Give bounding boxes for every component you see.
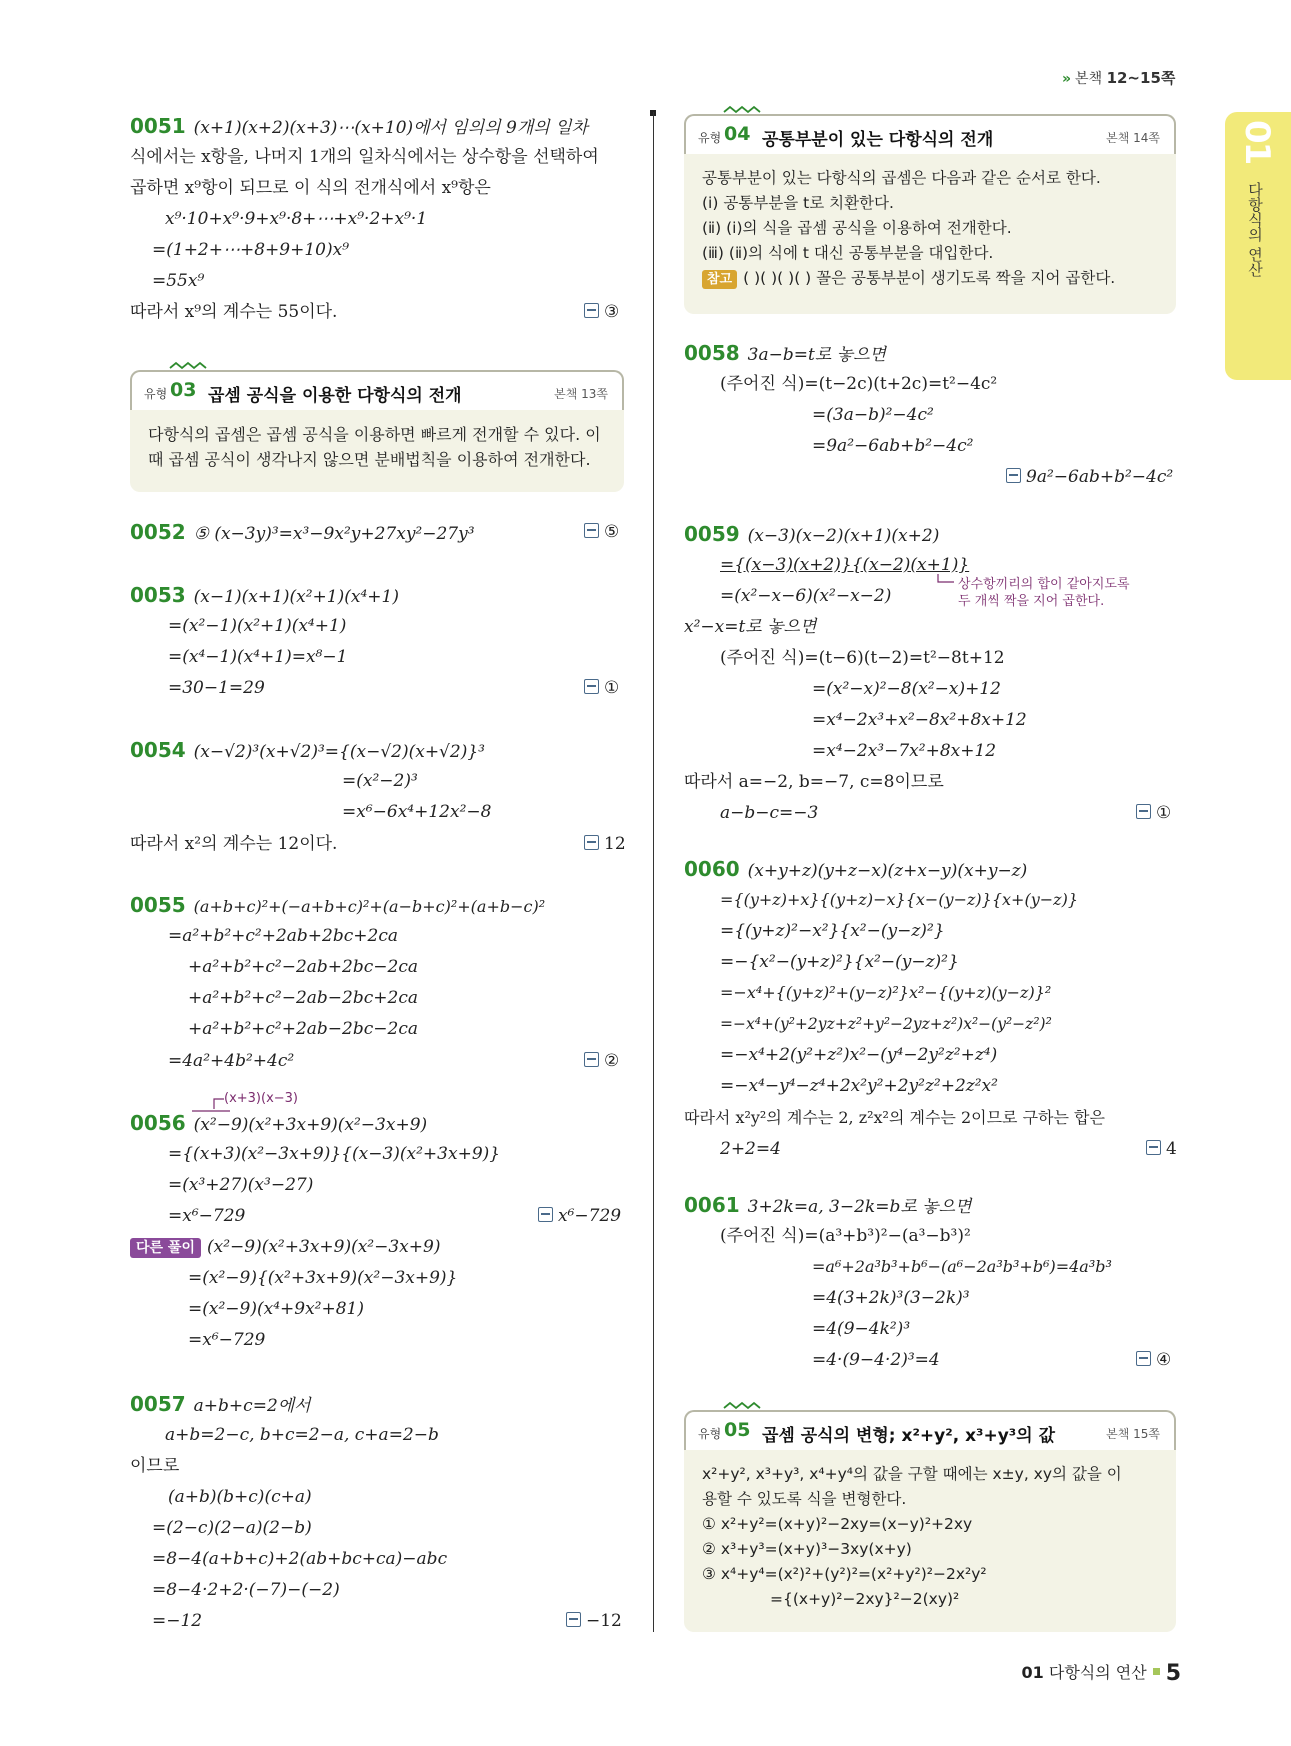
square-bullet-icon [1153, 1668, 1160, 1675]
solution-line: ={(x+3)(x²−3x+9)}{(x−3)(x²+3x+9)} [168, 1144, 501, 1164]
solution-line: ={(y+z)²−x²}{x²−(y−z)²} [720, 921, 945, 941]
solution-line: 식에서는 x항을, 나머지 1개의 일차식에서는 상수항을 선택하여 [130, 147, 599, 167]
solution-line: =−x⁴+(y²+2yz+z²+y²−2yz+z²)x²−(y²−z²)² [720, 1015, 1052, 1033]
solution-line: =x⁶−729 [168, 1206, 246, 1226]
solution-line: =4(3+2k)³(3−2k)³ [812, 1288, 970, 1308]
type-03-title: 곱셈 공식을 이용한 다항식의 전개 [208, 386, 462, 406]
solution-line: =(3a−b)²−4c² [812, 405, 934, 425]
answer-0061: ④ [1136, 1350, 1171, 1370]
answer-box-icon [1006, 468, 1021, 483]
answer-box-icon [584, 523, 599, 538]
solution-line: x⁹·10+x⁹·9+x⁹·8+⋯+x⁹·2+x⁹·1 [165, 209, 428, 229]
problem-0051: 0051 (x+1)(x+2)(x+3)⋯(x+10)에서 임의의 9개의 일차 [130, 114, 588, 138]
solution-line: 따라서 a=−2, b=−7, c=8이므로 [684, 772, 944, 792]
solution-line: +a²+b²+c²+2ab−2bc−2ca [188, 1019, 418, 1039]
solution-line: 이므로 [130, 1456, 180, 1476]
answer-0055: ② [584, 1051, 619, 1071]
solution-line: 따라서 x²y²의 계수는 2, z²x²의 계수는 2이므로 구하는 합은 [684, 1108, 1105, 1127]
solution-line: +a²+b²+c²−2ab−2bc+2ca [188, 988, 418, 1008]
column-divider [653, 112, 654, 1632]
answer-0051: ③ [584, 302, 619, 322]
type-04-body: 공통부분이 있는 다항식의 곱셈은 다음과 같은 순서로 한다. (ⅰ) 공통부분을 t로 치환한다. (ⅱ) (ⅰ)의 식을 곱셈 공식을 이용하여 전개한다. (ⅲ) (ⅱ)의 식에 t 대신 공통부분을 대입한다. 참고 ( )( )( )( ) 꼴은 공통부분이 생기도록 짝을 지어 곱한다. [684, 154, 1176, 314]
answer-box-icon [566, 1612, 581, 1627]
answer-box-icon [1136, 1351, 1151, 1366]
solution-line: =(x²−2)³ [342, 771, 418, 791]
solution-line: =x⁶−6x⁴+12x²−8 [342, 802, 492, 822]
solution-line: =(x²−x−6)(x²−x−2) [720, 586, 892, 606]
problem-0053: 0053 (x−1)(x+1)(x²+1)(x⁴+1) [130, 583, 399, 607]
solution-line: =4(9−4k²)³ [812, 1319, 911, 1339]
solution-line: =(1+2+⋯+8+9+10)x⁹ [152, 240, 350, 260]
solution-line: =−{x²−(y+z)²}{x²−(y−z)²} [720, 952, 959, 972]
solution-line: (a+b)(b+c)(c+a) [168, 1487, 312, 1507]
solution-line: =(x²−x)²−8(x²−x)+12 [812, 679, 1001, 699]
answer-0058: 9a²−6ab+b²−4c² [1006, 467, 1173, 487]
solution-line: =−x⁴+2(y²+z²)x²−(y⁴−2y²z²+z⁴) [720, 1045, 998, 1065]
solution-line: (주어진 식)=(t−2c)(t+2c)=t²−4c² [720, 374, 998, 394]
alt-solution: 다른 풀이 (x²−9)(x²+3x+9)(x²−3x+9) [130, 1235, 440, 1259]
solution-line: =(x²−1)(x²+1)(x⁴+1) [168, 616, 347, 636]
problem-0058: 0058 3a−b=t로 놓으면 [684, 341, 886, 365]
solution-line: =x⁴−2x³+x²−8x²+8x+12 [812, 710, 1027, 730]
solution-line: =−x⁴+{(y+z)²+(y−z)²}x²−{(y+z)(y−z)}² [720, 983, 1052, 1002]
solution-line: (주어진 식)=(t−6)(t−2)=t²−8t+12 [720, 648, 1005, 668]
annotation-bracket-icon [936, 572, 956, 588]
solution-line: =8−4(a+b+c)+2(ab+bc+ca)−abc [152, 1549, 448, 1569]
problem-0056: 0056 (x²−9)(x²+3x+9)(x²−3x+9) [130, 1111, 428, 1135]
double-chevron-icon: » [1062, 71, 1072, 87]
answer-box-icon [584, 303, 599, 318]
solution-line: (주어진 식)=(a³+b³)²−(a³−b³)² [720, 1226, 971, 1246]
answer-box-icon [584, 1052, 599, 1067]
solution-line: =(x²−9){(x²+3x+9)(x²−3x+9)} [188, 1268, 458, 1288]
solution-line: +a²+b²+c²−2ab+2bc−2ca [188, 957, 418, 977]
answer-0059: ① [1136, 803, 1171, 823]
problem-0055: 0055 (a+b+c)²+(−a+b+c)²+(a−b+c)²+(a+b−c)² [130, 893, 546, 917]
solution-line: a+b=2−c, b+c=2−a, c+a=2−b [165, 1425, 439, 1445]
solution-line: =9a²−6ab+b²−4c² [812, 436, 974, 456]
chapter-side-tab[interactable] [1225, 112, 1291, 380]
type-05-box [684, 1410, 1176, 1632]
pairing-note: 상수항끼리의 합이 같아지도록 두 개씩 짝을 지어 곱한다. [958, 577, 1130, 609]
solution-line: x²−x=t로 놓으면 [684, 617, 817, 637]
type-03-box [130, 370, 624, 492]
solution-line: =(2−c)(2−a)(2−b) [152, 1518, 312, 1538]
solution-line: =x⁴−2x³−7x²+8x+12 [812, 741, 997, 761]
factor-annotation: (x+3)(x−3) [224, 1091, 299, 1106]
answer-0060: 4 [1146, 1139, 1177, 1159]
problem-0059: 0059 (x−3)(x−2)(x+1)(x+2) [684, 522, 940, 546]
answer-0054: 12 [584, 834, 626, 854]
answer-0057: −12 [566, 1611, 622, 1631]
answer-0056: x⁶−729 [538, 1206, 621, 1226]
page-footer: 01 다항식의 연산 5 [1021, 1661, 1181, 1686]
type-04-header: 유형 04 공통부분이 있는 다항식의 전개 본책 14쪽 [684, 114, 1176, 156]
solution-line: 2+2=4 [720, 1139, 781, 1159]
problem-0052: 0052 ⑤ (x−3y)³=x³−9x²y+27xy²−27y³ [130, 520, 475, 544]
solution-line: 곱하면 x⁹항이 되므로 이 식의 전개식에서 x⁹항은 [130, 178, 491, 198]
type-05-header: 유형 05 곱셈 공식의 변형; x²+y², x³+y³의 값 본책 15쪽 [684, 1410, 1176, 1452]
answer-box-icon [1146, 1140, 1161, 1155]
answer-0052: ⑤ [584, 522, 619, 542]
chapter-label: 다항식의 연산 [1246, 182, 1264, 277]
solution-line: =a⁶+2a³b³+b⁶−(a⁶−2a³b³+b⁶)=4a³b³ [812, 1257, 1112, 1276]
type-04-box [684, 114, 1176, 314]
solution-line: =−12 [152, 1611, 203, 1631]
type-05-body: x²+y², x³+y³, x⁴+y⁴의 값을 구할 때에는 x±y, xy의 값을 이 용할 수 있도록 식을 변형한다. ① x²+y²=(x+y)²−2xy=(x−y)²+2xy ② x³+y³=(x+y)³−3xy(x+y) ③ x⁴+y⁴=(x²)²+(y²)²=(x²+y²)²−2x²y² ={(x+y)²−2xy}²−2(xy)² [684, 1450, 1176, 1632]
solution-line: =a²+b²+c²+2ab+2bc+2ca [168, 926, 398, 946]
alt-solution-badge: 다른 풀이 [130, 1238, 201, 1258]
solution-line: =(x³+27)(x³−27) [168, 1175, 314, 1195]
page-number: 5 [1165, 1661, 1181, 1686]
reference-badge: 참고 [702, 270, 737, 289]
problem-0054: 0054 (x−√2)³(x+√2)³={(x−√2)(x+√2)}³ [130, 738, 485, 762]
chapter-number: 01 [1237, 120, 1277, 164]
solution-line: ={(y+z)+x}{(y+z)−x}{x−(y−z)}{x+(y−z)} [720, 890, 1078, 909]
solution-line: a−b−c=−3 [720, 803, 819, 823]
type-03-header: 유형 03 곱셈 공식을 이용한 다항식의 전개 본책 13쪽 [130, 370, 624, 412]
solution-line: =(x⁴−1)(x⁴+1)=x⁸−1 [168, 647, 348, 667]
solution-line: 따라서 x²의 계수는 12이다. [130, 834, 338, 854]
problem-0057: 0057 a+b+c=2에서 [130, 1392, 311, 1416]
answer-box-icon [1136, 804, 1151, 819]
type-04-title: 공통부분이 있는 다항식의 전개 [762, 130, 994, 150]
solution-line: =(x²−9)(x⁴+9x²+81) [188, 1299, 364, 1319]
solution-line: 따라서 x⁹의 계수는 55이다. [130, 302, 338, 322]
answer-0053: ① [584, 678, 619, 698]
solution-line: =−x⁴−y⁴−z⁴+2x²y²+2y²z²+2z²x² [720, 1076, 998, 1096]
type-05-title: 곱셈 공식의 변형; x²+y², x³+y³의 값 [762, 1426, 1056, 1446]
book-page-reference: » 본책 12~15쪽 [1062, 69, 1176, 87]
solution-line: ={(x−3)(x+2)}{(x−2)(x+1)} [720, 555, 970, 575]
problem-0060: 0060 (x+y+z)(y+z−x)(z+x−y)(x+y−z) [684, 857, 1028, 881]
solution-line: =30−1=29 [168, 678, 265, 698]
solution-line: =8−4·2+2·(−7)−(−2) [152, 1580, 340, 1600]
answer-box-icon [538, 1207, 553, 1222]
solution-line: =4·(9−4·2)³=4 [812, 1350, 940, 1370]
answer-box-icon [584, 835, 599, 850]
answer-box-icon [584, 679, 599, 694]
solution-line: =55x⁹ [152, 271, 205, 291]
solution-line: =x⁶−729 [188, 1330, 266, 1350]
solution-line: =4a²+4b²+4c² [168, 1051, 295, 1071]
problem-0061: 0061 3+2k=a, 3−2k=b로 놓으면 [684, 1193, 972, 1217]
type-03-body: 다항식의 곱셈은 곱셈 공식을 이용하면 빠르게 전개할 수 있다. 이 때 곱셈 공식이 생각나지 않으면 분배법칙을 이용하여 전개한다. [130, 410, 624, 492]
